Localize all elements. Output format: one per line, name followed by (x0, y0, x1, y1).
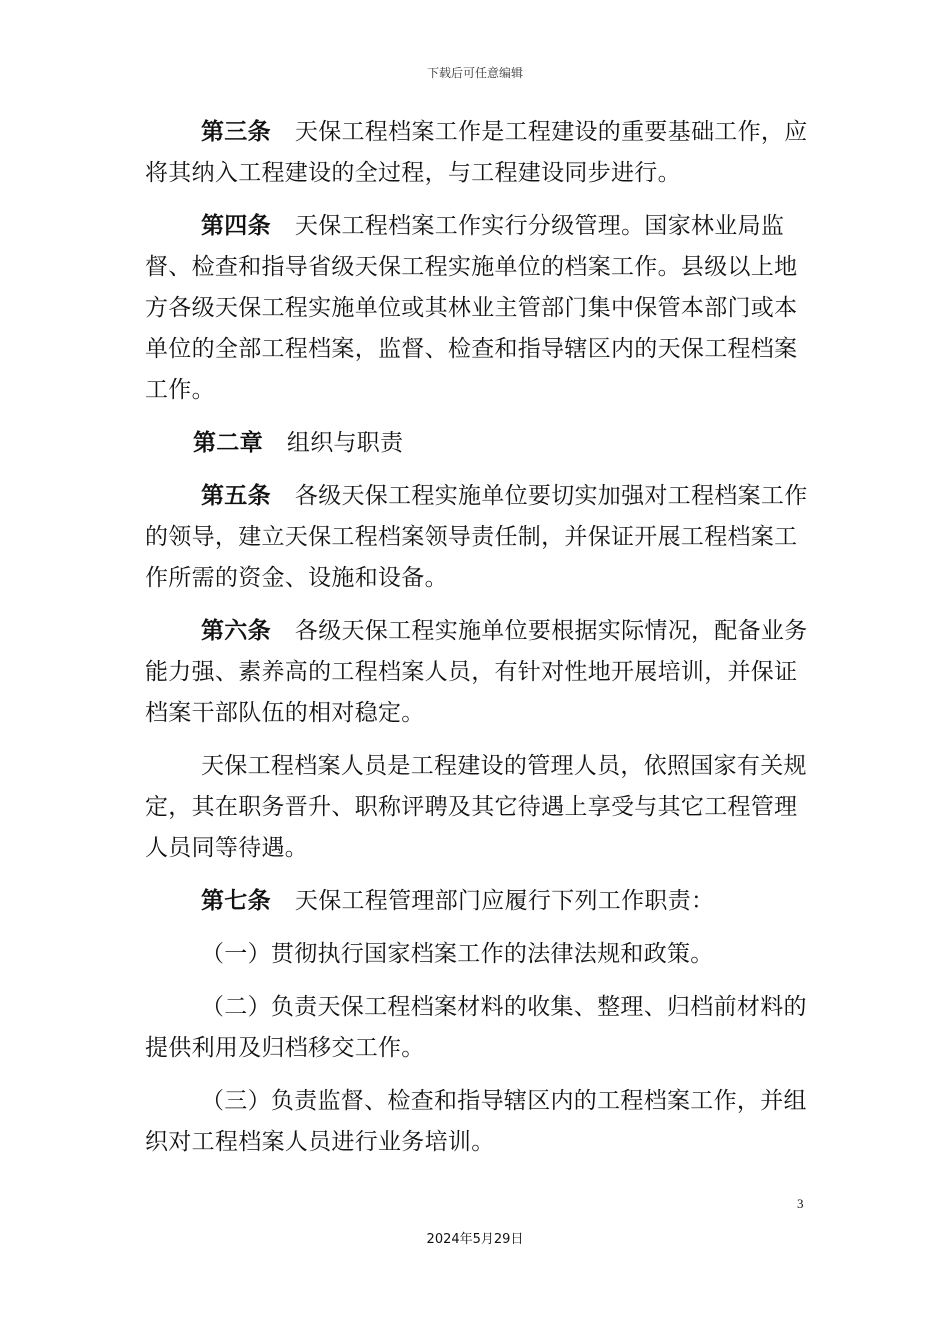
article-text: 各级天保工程实施单位要根据实际情况，配备业务能力强、素养高的工程档案人员，有针对性地开展培训，并保证档案干部队伍的相对稳定。 (145, 618, 808, 726)
page-header: 下载后可任意编辑 (426, 66, 523, 80)
article-6-paragraph-2 (145, 746, 815, 869)
footer-date: 2024年5月29日 (426, 1232, 524, 1247)
article-label: 第六条 (201, 618, 271, 644)
item-text: （三）负责监督、检查和指导辖区内的工程档案工作，并组织对工程档案人员进行业务培训。 (145, 1088, 807, 1155)
article-text: 天保工程档案工作是工程建设的重要基础工作，应将其纳入工程建设的全过程，与工程建设同步进行。 (145, 119, 808, 186)
article-text: 天保工程档案工作实行分级管理。国家林业局监督、检查和指导省级天保工程实施单位的档案工作。县级以上地方各级天保工程实施单位或其林业主管部门集中保管本部门或本单位的全部工程档案，监督、检查和指导辖区内的天保工程档案工作。 (145, 213, 798, 403)
article-5 (145, 476, 815, 599)
article-7-item-3 (145, 1081, 815, 1163)
article-label: 第四条 (201, 213, 271, 239)
article-text: 天保工程管理部门应履行下列工作职责： (294, 888, 715, 914)
chapter-label: 第二章 (193, 430, 263, 456)
article-7-item-2 (145, 987, 815, 1069)
page-number: 3 (797, 1196, 804, 1211)
article-4 (145, 206, 815, 411)
article-text: 天保工程档案人员是工程建设的管理人员，依照国家有关规定，其在职务晋升、职称评聘及其它待遇上享受与其它工程管理人员同等待遇。 (145, 753, 807, 861)
document-body (145, 112, 815, 1175)
chapter-title: 组织与职责 (286, 430, 404, 456)
article-label: 第五条 (201, 483, 271, 509)
article-7-item-1 (145, 934, 815, 975)
item-text: （一）贯彻执行国家档案工作的法律法规和政策。 (201, 941, 714, 967)
article-7 (145, 881, 815, 922)
item-text: （二）负责天保工程档案材料的收集、整理、归档前材料的提供利用及归档移交工作。 (145, 994, 807, 1061)
article-6 (145, 611, 815, 734)
article-text: 各级天保工程实施单位要切实加强对工程档案工作的领导，建立天保工程档案领导责任制，并保证开展工程档案工作所需的资金、设施和设备。 (145, 483, 808, 591)
article-3 (145, 112, 815, 194)
chapter-2-heading (145, 423, 815, 464)
article-label: 第七条 (201, 888, 271, 914)
article-label: 第三条 (201, 119, 271, 145)
